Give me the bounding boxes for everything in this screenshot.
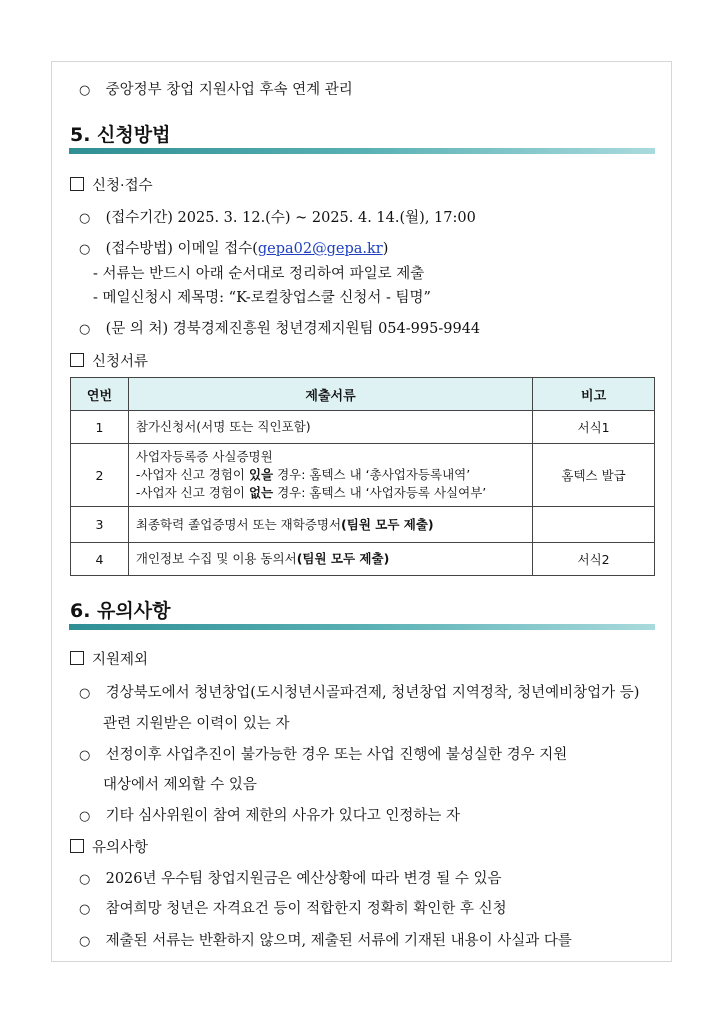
bullet-note3: ○ 제출된 서류는 반환하지 않으며, 제출된 서류에 기재된 내용이 사실과 다를 xyxy=(79,933,572,949)
table-row xyxy=(71,507,655,543)
row-doc: 참가신청서(서명 또는 직인포함) xyxy=(128,411,532,444)
row-doc: 최종학력 졸업증명서 또는 재학증명서(팀원 모두 제출) xyxy=(128,507,532,543)
circle-bullet-icon: ○ xyxy=(79,902,91,917)
square-bullet-icon xyxy=(70,839,84,853)
row-no: 3 xyxy=(71,507,129,543)
bullet-contact: ○ (문 의 처) 경북경제진흥원 청년경제지원팀 054-995-9944 xyxy=(79,321,481,337)
header-doc: 제출서류 xyxy=(128,378,532,411)
bullet-note2: ○ 참여희망 청년은 자격요건 등이 적합한지 정확히 확인한 후 신청 xyxy=(79,901,507,917)
section-divider xyxy=(69,624,655,630)
circle-bullet-icon: ○ xyxy=(79,242,91,257)
section-title-5: 5. 신청방법 xyxy=(70,124,171,146)
table-row xyxy=(71,411,655,444)
row-no: 2 xyxy=(71,444,129,507)
section-title-6: 6. 유의사항 xyxy=(70,600,171,622)
row-note: 홈텍스 발급 xyxy=(533,444,655,507)
square-bullet-icon xyxy=(70,177,84,191)
bullet-ex1: ○ 경상북도에서 청년창업(도시청년시골파견제, 청년창업 지역정착, 청년예비창업가 등) xyxy=(79,685,640,701)
documents-table xyxy=(70,377,655,576)
header-note: 비고 xyxy=(533,378,655,411)
bullet-central-gov: ○ 중앙정부 창업 지원사업 후속 연계 관리 xyxy=(79,82,353,98)
row-note: 서식2 xyxy=(533,543,655,576)
heading-apply: 신청·접수 xyxy=(70,174,153,195)
bullet-note1: ○ 2026년 우수팀 창업지원금은 예산상황에 따라 변경 될 수 있음 xyxy=(79,871,502,887)
bullet-ex1-cont: 관련 지원받은 이력이 있는 자 xyxy=(103,716,290,732)
circle-bullet-icon: ○ xyxy=(79,809,91,824)
circle-bullet-icon: ○ xyxy=(79,686,91,701)
row-doc: 개인정보 수집 및 이용 동의서(팀원 모두 제출) xyxy=(128,543,532,576)
table-row xyxy=(71,444,655,507)
bullet-ex3: ○ 기타 심사위원이 참여 제한의 사유가 있다고 인정하는 자 xyxy=(79,808,461,824)
row-note xyxy=(533,507,655,543)
heading-exclusion: 지원제외 xyxy=(70,648,148,669)
dash-subject: - 메일신청시 제목명: “K-로컬창업스쿨 신청서 - 팀명” xyxy=(93,290,431,306)
circle-bullet-icon: ○ xyxy=(79,748,91,763)
section-divider xyxy=(69,148,655,154)
heading-notes: 유의사항 xyxy=(70,836,148,857)
circle-bullet-icon: ○ xyxy=(79,211,91,226)
row-doc: 사업자등록증 사실증명원 -사업자 신고 경험이 있을 경우: 홈텍스 내 ‘총사업자등록내역’ -사업자 신고 경험이 없는 경우: 홈텍스 내 ‘사업자등록 사실여부’ xyxy=(128,444,532,507)
heading-docs: 신청서류 xyxy=(70,350,148,371)
bullet-method: ○ (접수방법) 이메일 접수(gepa02@gepa.kr) xyxy=(79,241,389,257)
bullet-period: ○ (접수기간) 2025. 3. 12.(수) ~ 2025. 4. 14.(월), 17:00 xyxy=(79,210,476,226)
square-bullet-icon xyxy=(70,651,84,665)
square-bullet-icon xyxy=(70,353,84,367)
circle-bullet-icon: ○ xyxy=(79,322,91,337)
circle-bullet-icon: ○ xyxy=(79,83,91,98)
circle-bullet-icon: ○ xyxy=(79,872,91,887)
row-note: 서식1 xyxy=(533,411,655,444)
circle-bullet-icon: ○ xyxy=(79,934,91,949)
dash-order: - 서류는 반드시 아래 순서대로 정리하여 파일로 제출 xyxy=(93,266,425,282)
bullet-ex2-cont: 대상에서 제외할 수 있음 xyxy=(103,777,257,793)
table-row xyxy=(71,543,655,576)
bullet-ex2: ○ 선정이후 사업추진이 불가능한 경우 또는 사업 진행에 불성실한 경우 지원 xyxy=(79,747,568,763)
row-no: 1 xyxy=(71,411,129,444)
table-header-row xyxy=(71,378,655,411)
email-link[interactable]: gepa02@gepa.kr xyxy=(257,241,383,257)
row-no: 4 xyxy=(71,543,129,576)
header-no: 연번 xyxy=(71,378,129,411)
